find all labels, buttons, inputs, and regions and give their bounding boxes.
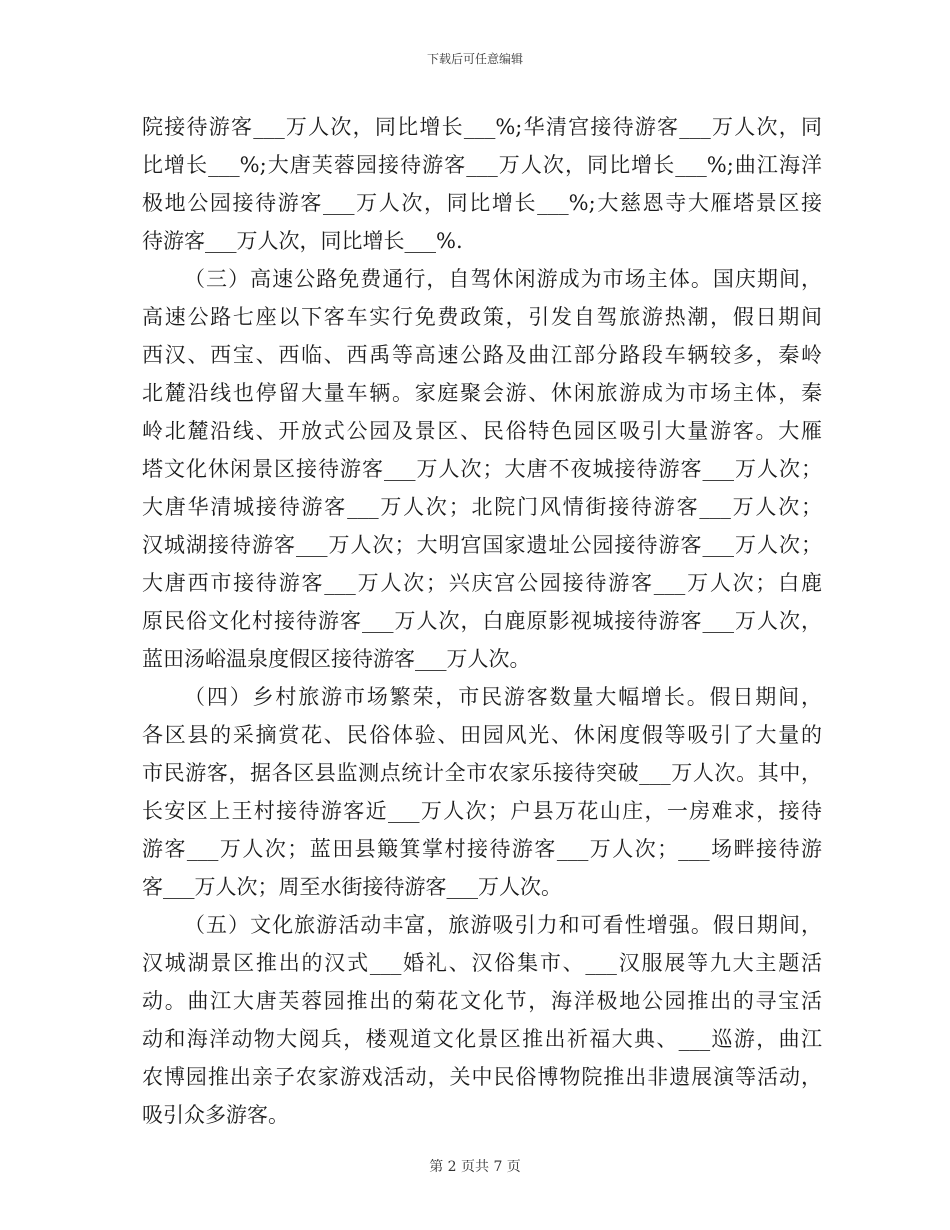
text-line: 客___万人次；周至水街接待游客___万人次。 [142,875,562,899]
text-line: 动和海洋动物大阅兵，楼观道文化景区推出祈福大典、___巡游，曲江 [142,1027,822,1051]
text-line: 院接待游客___万人次，同比增长___%;华清宫接待游客___万人次，同 [142,115,822,139]
paragraph-section-3 [142,260,822,678]
text-line: 西汉、西宝、西临、西禹等高速公路及曲江部分路段车辆较多，秦岭 [142,343,822,367]
page-footer: 第 2 页共 7 页 [429,1159,521,1175]
text-line: 蓝田汤峪温泉度假区接待游客___万人次。 [142,647,531,671]
text-line: 市民游客，据各区县监测点统计全市农家乐接待突破___万人次。其中， [142,761,822,785]
text-line: 农博园推出亲子农家游戏活动，关中民俗博物院推出非遗展演等活动， [142,1065,822,1089]
text-line: 极地公园接待游客___万人次，同比增长___%;大慈恩寺大雁塔景区接 [142,191,822,215]
paragraph-continuation [142,108,822,260]
text-line: （四）乡村旅游市场繁荣，市民游客数量大幅增长。假日期间， [184,685,822,709]
text-line: 原民俗文化村接待游客___万人次，白鹿原影视城接待游客___万人次， [142,609,822,633]
text-line: 各区县的采摘赏花、民俗体验、田园风光、休闲度假等吸引了大量的 [142,723,822,747]
page-header: 下载后可任意编辑 [426,52,523,66]
text-line: 高速公路七座以下客车实行免费政策，引发自驾旅游热潮，假日期间 [142,305,822,329]
text-line: 北麓沿线也停留大量车辆。家庭聚会游、休闲旅游成为市场主体，秦 [142,381,822,405]
text-line: 比增长___%;大唐芙蓉园接待游客___万人次，同比增长___%;曲江海洋 [142,153,822,177]
paragraph-section-4 [142,678,822,906]
text-line: 大唐西市接待游客___万人次；兴庆宫公园接待游客___万人次；白鹿 [142,571,822,595]
text-line: 待游客___万人次，同比增长___%. [142,229,463,253]
text-line: 吸引众多游客。 [142,1103,289,1127]
text-line: 长安区上王村接待游客近___万人次；户县万花山庄，一房难求，接待 [142,799,822,823]
paragraph-section-5 [142,906,822,1134]
text-line: 汉城湖景区推出的汉式___婚礼、汉俗集市、___汉服展等九大主题活 [142,951,822,975]
text-line: 岭北麓沿线、开放式公园及景区、民俗特色园区吸引大量游客。大雁 [142,419,822,443]
text-line: （三）高速公路免费通行，自驾休闲游成为市场主体。国庆期间， [184,267,822,291]
text-line: 游客___万人次；蓝田县簸箕掌村接待游客___万人次；___场畔接待游 [142,837,822,861]
text-line: 塔文化休闲景区接待游客___万人次；大唐不夜城接待游客___万人次； [142,457,822,481]
text-line: 大唐华清城接待游客___万人次；北院门风情街接待游客___万人次； [142,495,822,519]
text-line: 汉城湖接待游客___万人次；大明宫国家遗址公园接待游客___万人次； [142,533,822,557]
document-body [142,108,822,1134]
text-line: （五）文化旅游活动丰富，旅游吸引力和可看性增强。假日期间， [184,913,822,937]
text-line: 动。曲江大唐芙蓉园推出的菊花文化节，海洋极地公园推出的寻宝活 [142,989,822,1013]
